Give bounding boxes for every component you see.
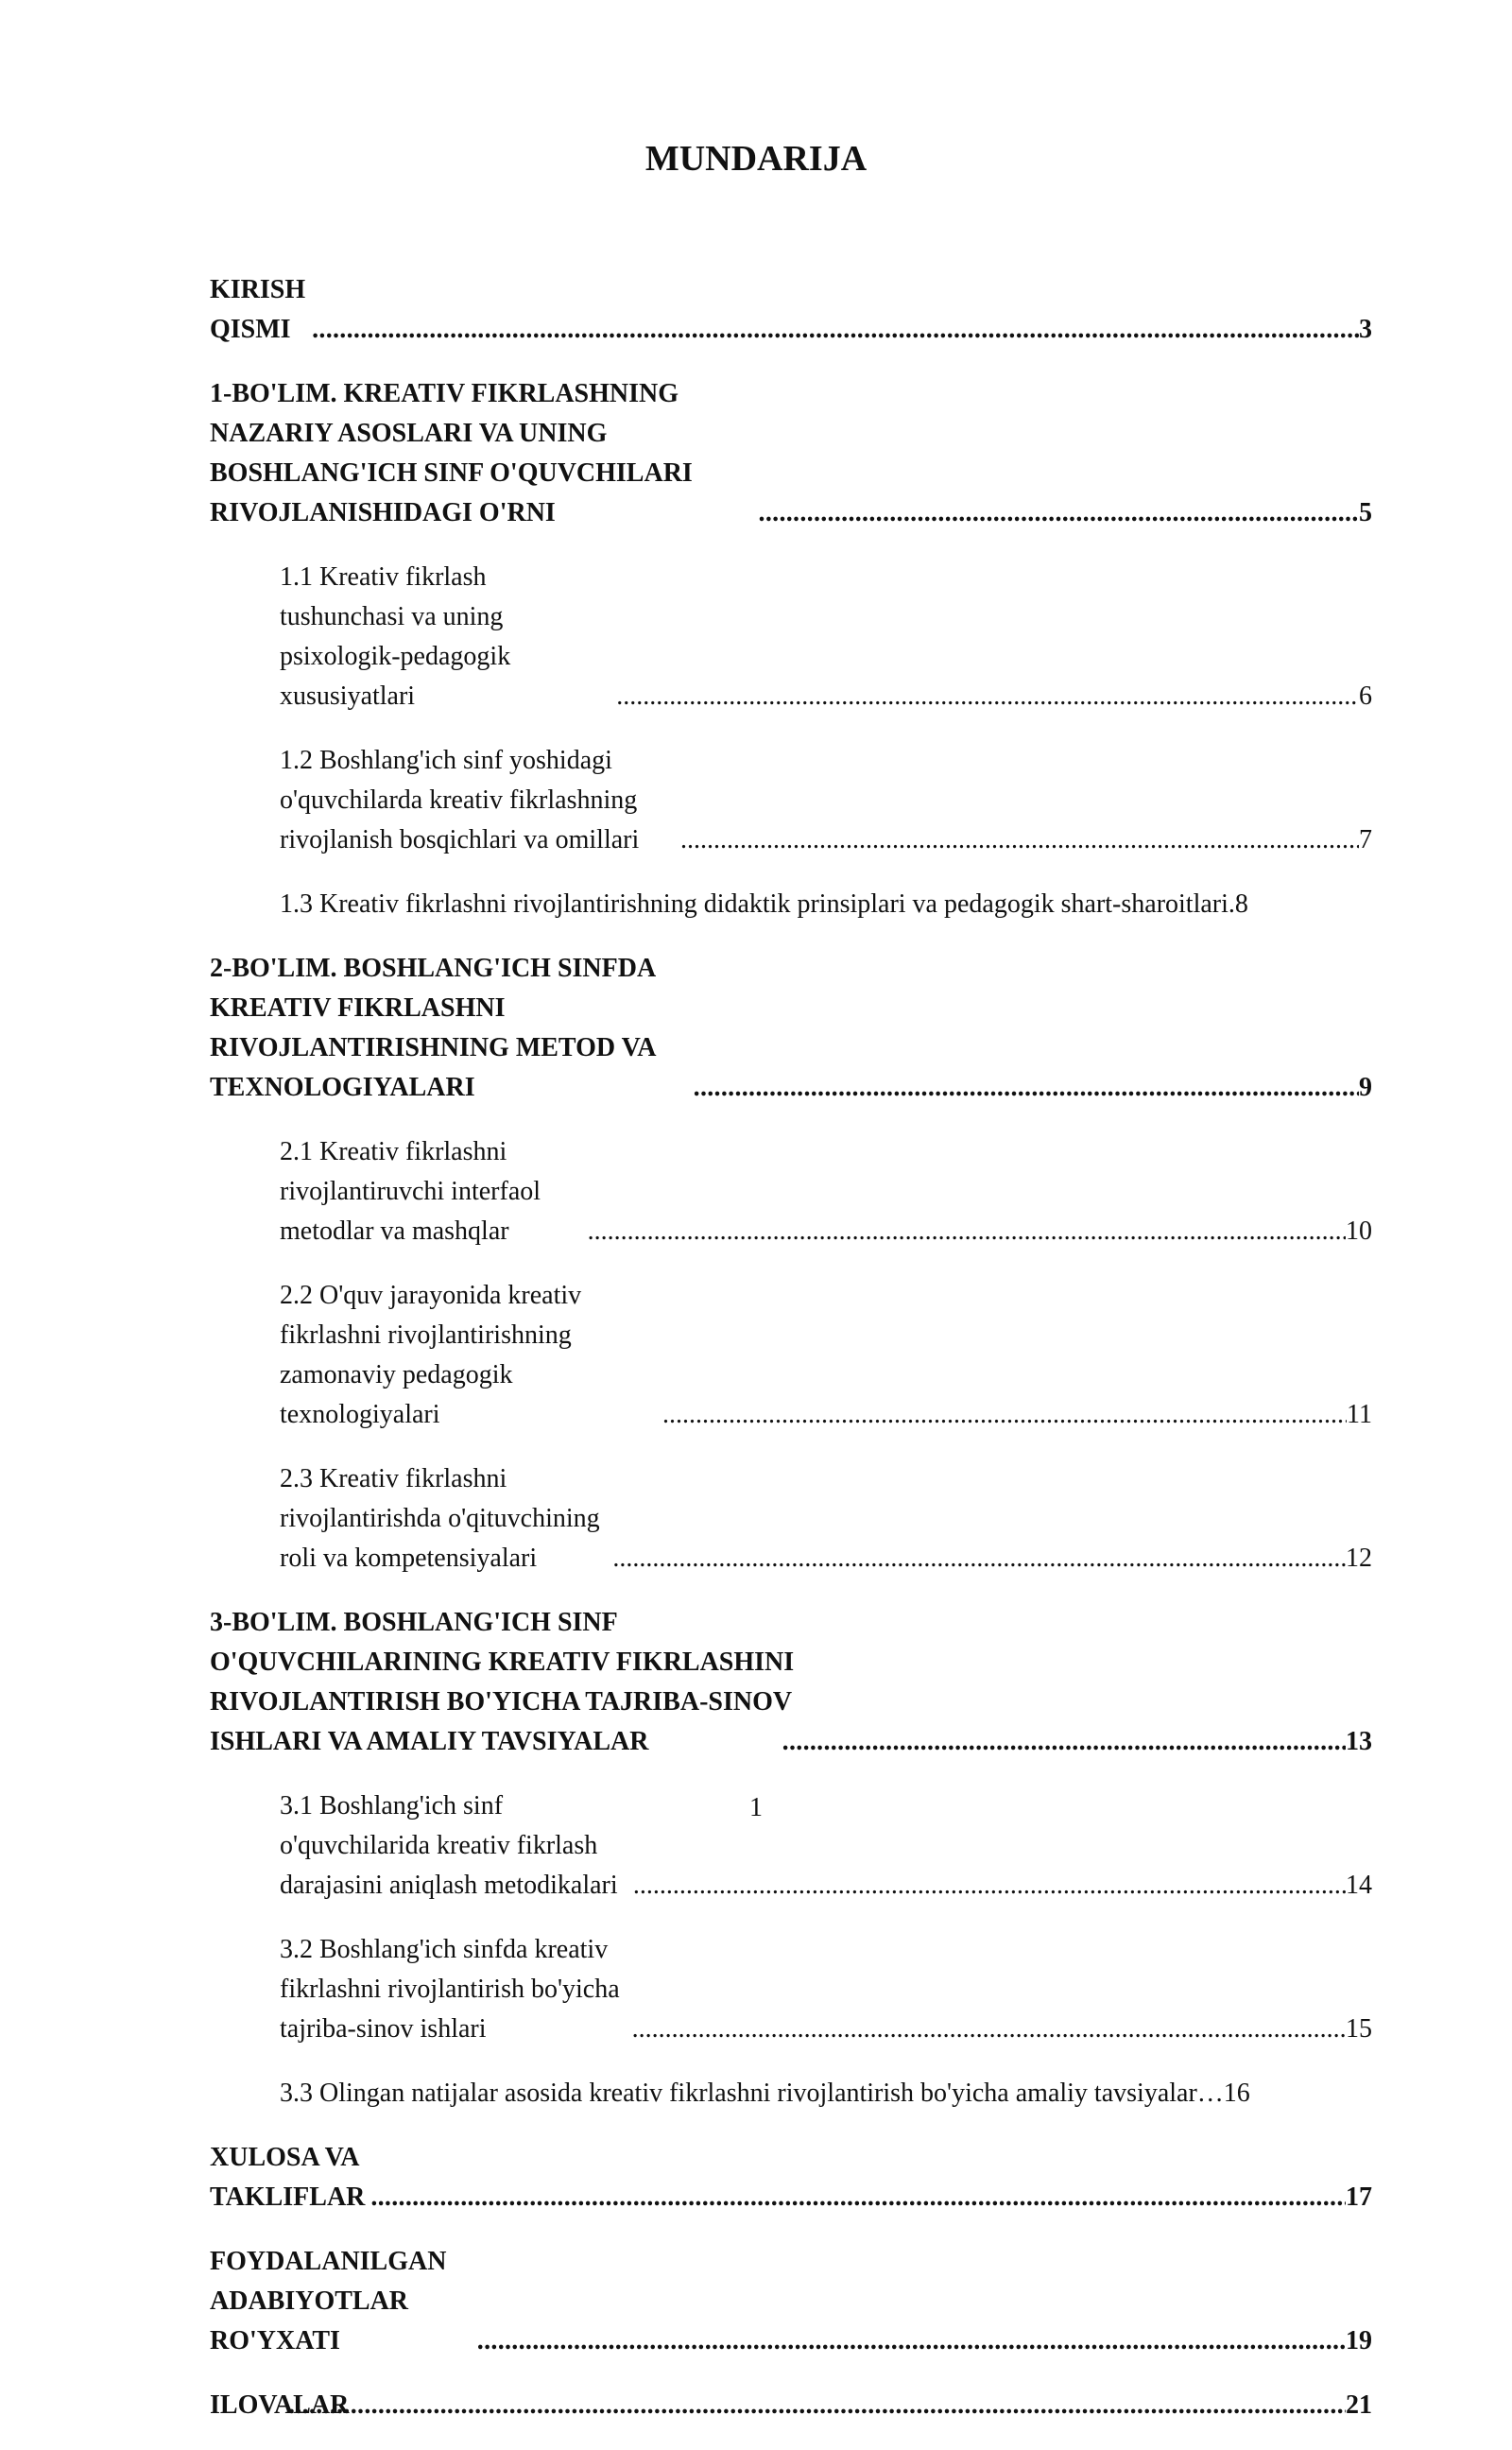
toc-page-number: 14 bbox=[1346, 1871, 1372, 1900]
toc-dot-leader bbox=[632, 2010, 1346, 2049]
toc-entry-text: KIRISH QISMI bbox=[210, 275, 306, 344]
toc-dot-leader bbox=[680, 820, 1359, 860]
toc-dot-leader bbox=[694, 1068, 1359, 1108]
toc-page-number: 9 bbox=[1359, 1073, 1372, 1102]
toc-dot-leader bbox=[312, 310, 1359, 350]
toc-dot-leader bbox=[588, 1212, 1346, 1251]
toc-entry-section-1[interactable] bbox=[210, 374, 1372, 533]
toc-entry-text: 1-BO'LIM. KREATIV FIKRLASHNING NAZARIY ASOSLARI VA UNING BOSHLANG'ICH SINF O'QUVCHILARI RIVOJLANISHIDAGI O'RNI bbox=[210, 379, 693, 527]
page-title: MUNDARIJA bbox=[644, 139, 868, 179]
toc-page-number: 21 bbox=[1346, 2390, 1372, 2420]
toc-dot-leader bbox=[477, 2321, 1346, 2361]
toc-entry-text: 2-BO'LIM. BOSHLANG'ICH SINFDA KREATIV FIKRLASHNI RIVOJLANTIRISHNING METOD VA TEXNOLOGIYALARI bbox=[210, 954, 655, 1102]
toc-entry-2-2[interactable] bbox=[210, 1276, 1372, 1435]
page-number: 1 bbox=[749, 1793, 763, 1822]
toc-page-number: 7 bbox=[1359, 825, 1372, 854]
toc-page-number: 10 bbox=[1346, 1216, 1372, 1246]
toc-dot-leader bbox=[612, 1539, 1346, 1579]
toc-entry-section-2[interactable] bbox=[210, 949, 1372, 1108]
toc-entry-xulosa[interactable] bbox=[210, 2138, 1372, 2217]
toc-dot-leader bbox=[616, 677, 1359, 716]
toc-page-number: 5 bbox=[1359, 498, 1372, 527]
toc-entry-text: 2.3 Kreativ fikrlashni rivojlantirishda o'qituvchining roli va kompetensiyalari bbox=[280, 1464, 600, 1573]
toc-entry-1-1[interactable] bbox=[210, 558, 1372, 716]
toc-entry-3-3[interactable] bbox=[210, 2074, 1372, 2114]
toc-dot-leader bbox=[782, 1722, 1346, 1762]
toc-page-number: 13 bbox=[1346, 1727, 1372, 1756]
toc-page-number: 8 bbox=[1234, 889, 1248, 919]
toc-entry-section-3[interactable] bbox=[210, 1603, 1372, 1762]
toc-entry-text: 1.3 Kreativ fikrlashni rivojlantirishning didaktik prinsiplari va pedagogik shart-sharoitlari. bbox=[280, 889, 1235, 919]
toc-entry-text: 3.1 Boshlang'ich sinf o'quvchilarida kreativ fikrlash darajasini aniqlash metodikalari bbox=[280, 1791, 618, 1900]
toc-entry-text: 2.1 Kreativ fikrlashni rivojlantiruvchi interfaol metodlar va mashqlar bbox=[280, 1137, 541, 1246]
toc-entry-1-2[interactable] bbox=[210, 741, 1372, 860]
toc-dot-leader bbox=[370, 2178, 1346, 2217]
toc-entry-kirish[interactable] bbox=[210, 270, 1372, 350]
toc-entry-2-1[interactable] bbox=[210, 1132, 1372, 1251]
toc-entry-text: 3.3 Olingan natijalar asosida kreativ fikrlashni rivojlantirish bo'yicha amaliy tavsiyalar… bbox=[280, 2079, 1224, 2108]
table-of-contents bbox=[210, 270, 1372, 2450]
toc-entry-text: XULOSA VA TAKLIFLAR bbox=[210, 2143, 366, 2212]
toc-entry-text: 2.2 O'quv jarayonida kreativ fikrlashni rivojlantirishning zamonaviy pedagogik texnologiyalari bbox=[280, 1281, 582, 1429]
toc-entry-1-3[interactable] bbox=[210, 885, 1372, 924]
toc-page-number: 3 bbox=[1359, 315, 1372, 344]
toc-page-number: 16 bbox=[1223, 2079, 1250, 2108]
toc-page-number: 6 bbox=[1359, 682, 1372, 711]
toc-dot-leader bbox=[288, 2386, 1346, 2425]
toc-entry-text: FOYDALANILGAN ADABIYOTLAR RO'YXATI bbox=[210, 2247, 447, 2355]
toc-entry-2-3[interactable] bbox=[210, 1459, 1372, 1579]
toc-page-number: 17 bbox=[1346, 2183, 1372, 2212]
toc-page-number: 19 bbox=[1346, 2326, 1372, 2355]
toc-entry-ilovalar[interactable] bbox=[210, 2386, 1372, 2425]
toc-page-number: 15 bbox=[1346, 2014, 1372, 2044]
toc-entry-text: 3.2 Boshlang'ich sinfda kreativ fikrlashni rivojlantirish bo'yicha tajriba-sinov ishlari bbox=[280, 1935, 620, 2044]
toc-dot-leader bbox=[759, 493, 1359, 533]
toc-entry-text: 1.1 Kreativ fikrlash tushunchasi va uning psixologik-pedagogik xususiyatlari bbox=[280, 562, 511, 711]
toc-entry-text: 1.2 Boshlang'ich sinf yoshidagi o'quvchilarda kreativ fikrlashning rivojlanish bosqichlari va omillari bbox=[280, 746, 640, 854]
toc-dot-leader bbox=[633, 1866, 1346, 1906]
toc-dot-leader bbox=[662, 1395, 1347, 1435]
toc-page-number: 12 bbox=[1346, 1544, 1372, 1573]
toc-entry-text: 3-BO'LIM. BOSHLANG'ICH SINF O'QUVCHILARINING KREATIV FIKRLASHINI RIVOJLANTIRISH BO'YICHA TAJRIBA-SINOV ISHLARI VA AMALIY TAVSIYALAR bbox=[210, 1608, 795, 1756]
toc-page-number: 11 bbox=[1347, 1400, 1372, 1429]
toc-entry-text: ILOVALAR bbox=[210, 2390, 350, 2420]
toc-entry-3-2[interactable] bbox=[210, 1930, 1372, 2049]
toc-entry-adabiyotlar[interactable] bbox=[210, 2242, 1372, 2361]
